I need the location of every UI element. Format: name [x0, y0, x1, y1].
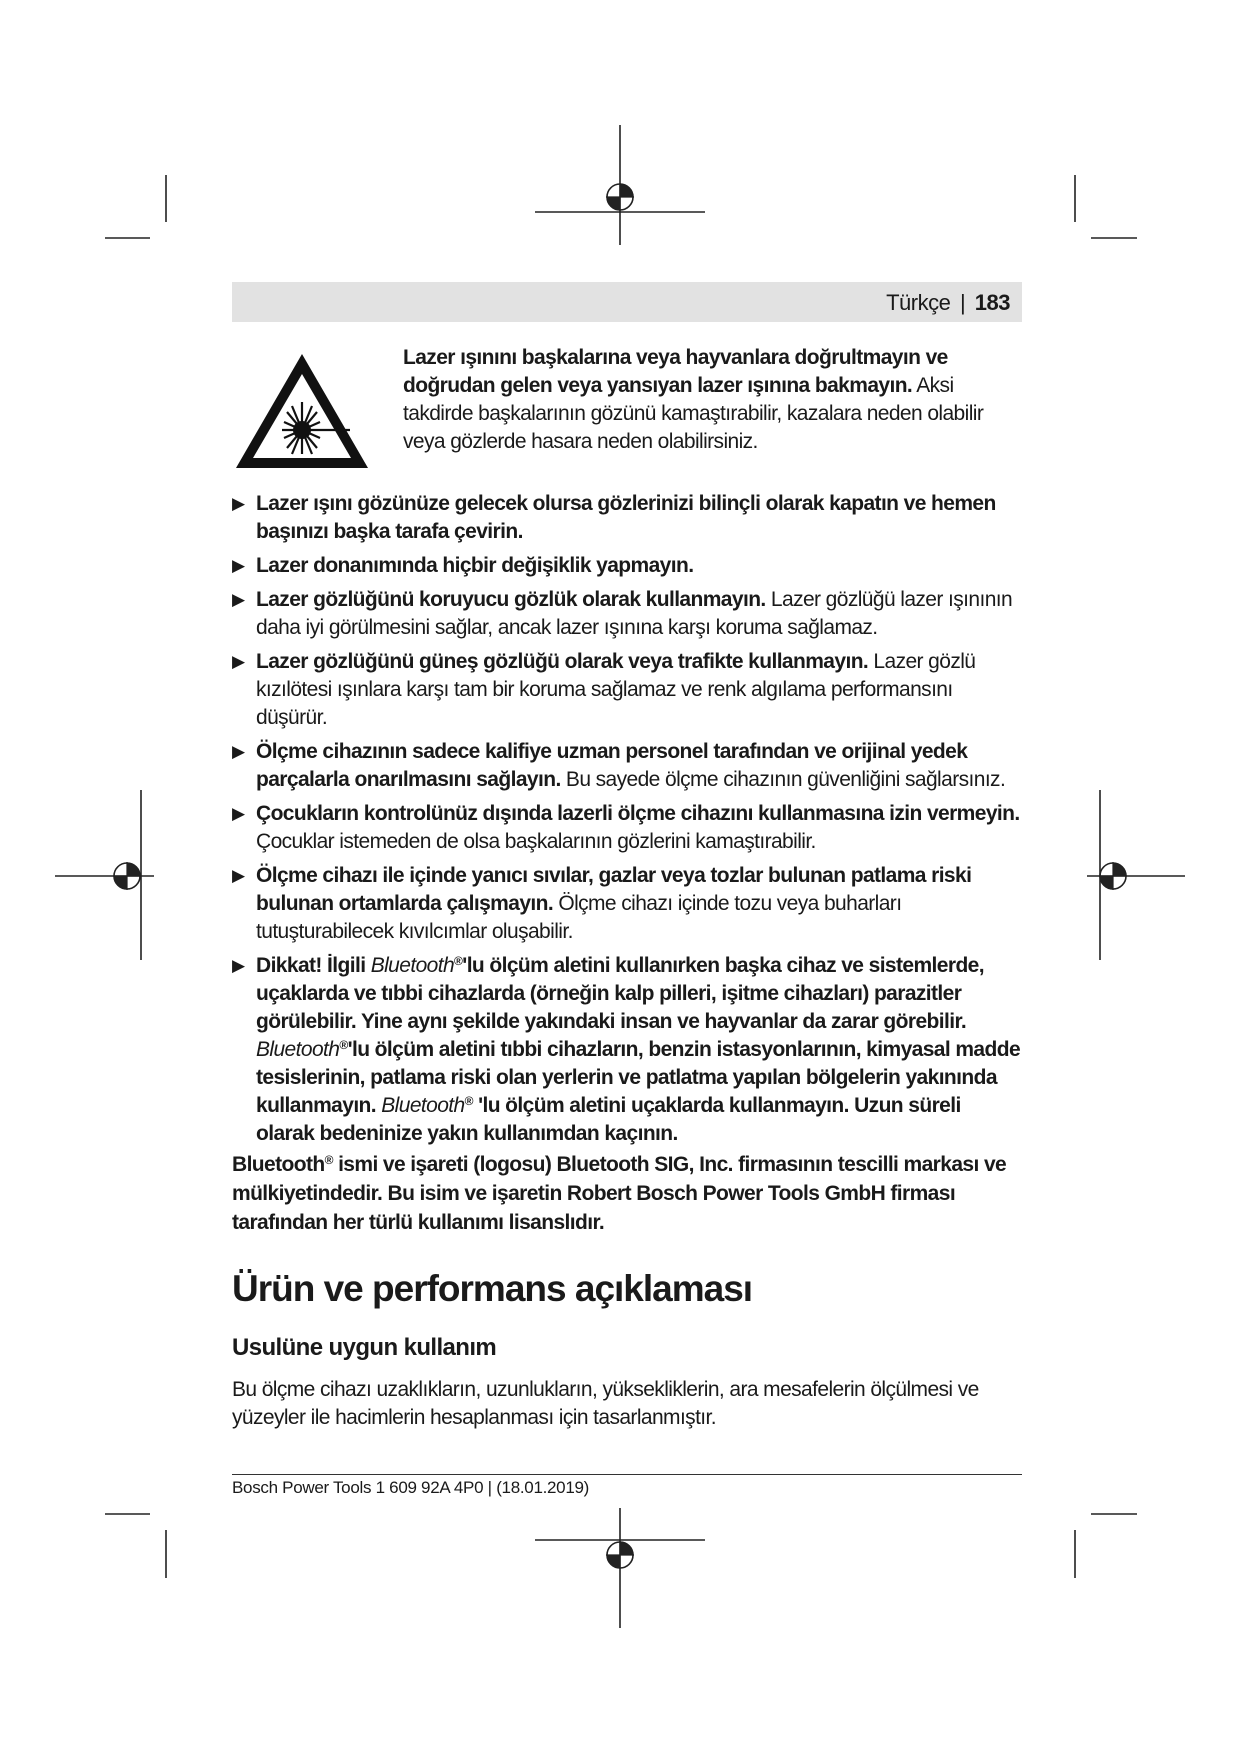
page-number: 183 — [974, 290, 1010, 315]
bullet-normal: Lazer gözlü kızılötesi ışınlara karşı tam bir koruma sağlamaz ve renk algılama performansını düşürür. — [256, 650, 976, 729]
bullet-bold: Ölçme cihazı ile içinde yanıcı sıvılar, gazlar veya tozlar bulunan patlama riski bulunan ortamlarda çalışmayın. — [256, 864, 972, 915]
bullet-normal: Ölçme cihazı içinde tozu veya buharları tutuşturabilecek kıvılcımlar oluşabilir. — [256, 892, 902, 943]
bullet-triangle-icon: ▶ — [232, 494, 245, 513]
header-language: Türkçe — [886, 290, 951, 315]
trademark-notice — [232, 1150, 1032, 1237]
list-item — [232, 490, 1022, 546]
bullet-triangle-icon: ▶ — [232, 866, 245, 885]
laser-warning-text — [403, 344, 1023, 456]
bt-part-4: 'lu ölçüm aletini uçaklarda kullanmayın. Uzun süreli olarak bedeninize yakın kullanımdan kaçının. — [256, 1094, 961, 1145]
list-item — [232, 552, 1022, 580]
safety-list — [232, 490, 1022, 1154]
list-item — [232, 586, 1022, 642]
page-header — [232, 282, 1022, 322]
subsection-title: Usulüne uygun kullanım — [232, 1334, 497, 1361]
bullet-triangle-icon: ▶ — [232, 590, 245, 609]
laser-warning-icon — [232, 350, 372, 474]
list-item — [232, 738, 1022, 794]
bt-part-3: 'lu ölçüm aletini tıbbi cihazların, benzin istasyonlarının, kimyasal madde tesislerinin, patlama riski olan yerlerin ve patlatma yapılan bölgelerin yakınında kullanmayın. — [256, 1038, 1021, 1117]
bt-name-2: Bluetooth — [256, 1038, 340, 1061]
bullet-normal: Çocuklar istemeden de olsa başkalarının gözlerini kamaştırabilir. — [256, 830, 816, 853]
bt-name-3: Bluetooth — [381, 1094, 465, 1117]
bt-reg-3: ® — [464, 1094, 473, 1108]
bt-part-1: Dikkat! İlgili — [256, 954, 371, 977]
trademark-reg: ® — [324, 1153, 333, 1167]
trademark-text: ismi ve işareti (logosu) Bluetooth SIG, Inc. firmasının tescilli markası ve mülkiyetindedir. Bu isim ve işaretin Robert Bosch Power Tools GmbH firması tarafından her türlü kullanımı lisanslıdır. — [232, 1153, 1007, 1234]
page-footer: Bosch Power Tools 1 609 92A 4P0 | (18.01.2019) — [232, 1478, 589, 1497]
bullet-bold: Lazer donanımında hiçbir değişiklik yapmayın. — [256, 554, 694, 577]
bullet-triangle-icon: ▶ — [232, 804, 245, 823]
intended-use-text: Bu ölçme cihazı uzaklıkların, uzunlukların, yüksekliklerin, ara mesafelerin ölçülmesi ve yüzeyler ile hacimlerin hesaplanması için tasarlanmıştır. — [232, 1378, 979, 1429]
bullet-bold: Ölçme cihazının sadece kalifiye uzman personel tarafından ve orijinal yedek parçalarla onarılmasını sağlayın. — [256, 740, 968, 791]
list-item — [232, 862, 1022, 946]
bt-reg: ® — [454, 954, 463, 968]
bt-name: Bluetooth — [370, 954, 455, 977]
bt-reg-2: ® — [339, 1038, 348, 1052]
intro-bold: Lazer ışınını başkalarına veya hayvanlara doğrultmayın ve doğrudan gelen veya yansıyan lazer ışınına bakmayın. — [403, 346, 948, 397]
footer-divider — [232, 1474, 1022, 1475]
bullet-bold: Çocukların kontrolünüz dışında lazerli ölçme cihazını kullanmasına izin vermeyin. — [256, 802, 1020, 825]
bt-part-2: 'lu ölçüm aletini kullanırken başka cihaz ve sistemlerde, uçaklarda ve tıbbi cihazlarda (örneğin kalp pilleri, işitme cihazları) parazitler görülebilir. Yine aynı şekilde yakındaki insan ve hayvanlar da zarar görebilir. — [256, 954, 984, 1033]
bullet-triangle-icon: ▶ — [232, 556, 245, 575]
bullet-bold: Lazer gözlüğünü koruyucu gözlük olarak kullanmayın. — [256, 588, 766, 611]
list-item — [232, 800, 1022, 856]
section-title: Ürün ve performans açıklaması — [232, 1268, 753, 1309]
bullet-bold: Lazer gözlüğünü güneş gözlüğü olarak veya trafikte kullanmayın. — [256, 650, 869, 673]
list-item — [232, 648, 1022, 732]
header-separator: | — [959, 290, 966, 315]
bullet-triangle-icon: ▶ — [232, 652, 245, 671]
list-item-bluetooth — [232, 952, 1022, 1148]
bullet-normal: Lazer gözlüğü lazer ışınının daha iyi görülmesini sağlar, ancak lazer ışınına karşı koruma sağlamaz. — [256, 588, 1013, 639]
intro-normal: Aksi takdirde başkalarının gözünü kamaştırabilir, kazalara neden olabilir veya gözlerde hasara neden olabilirsiniz. — [403, 374, 984, 453]
header-text — [886, 290, 1010, 316]
bullet-triangle-icon: ▶ — [232, 742, 245, 761]
bullet-bold: Lazer ışını gözünüze gelecek olursa gözlerinizi bilinçli olarak kapatın ve hemen başınızı başka tarafa çevirin. — [256, 492, 996, 543]
trademark-brand: Bluetooth — [232, 1153, 325, 1176]
bullet-triangle-icon: ▶ — [232, 956, 245, 975]
bullet-normal: Bu sayede ölçme cihazının güvenliğini sağlarsınız. — [560, 768, 1006, 791]
